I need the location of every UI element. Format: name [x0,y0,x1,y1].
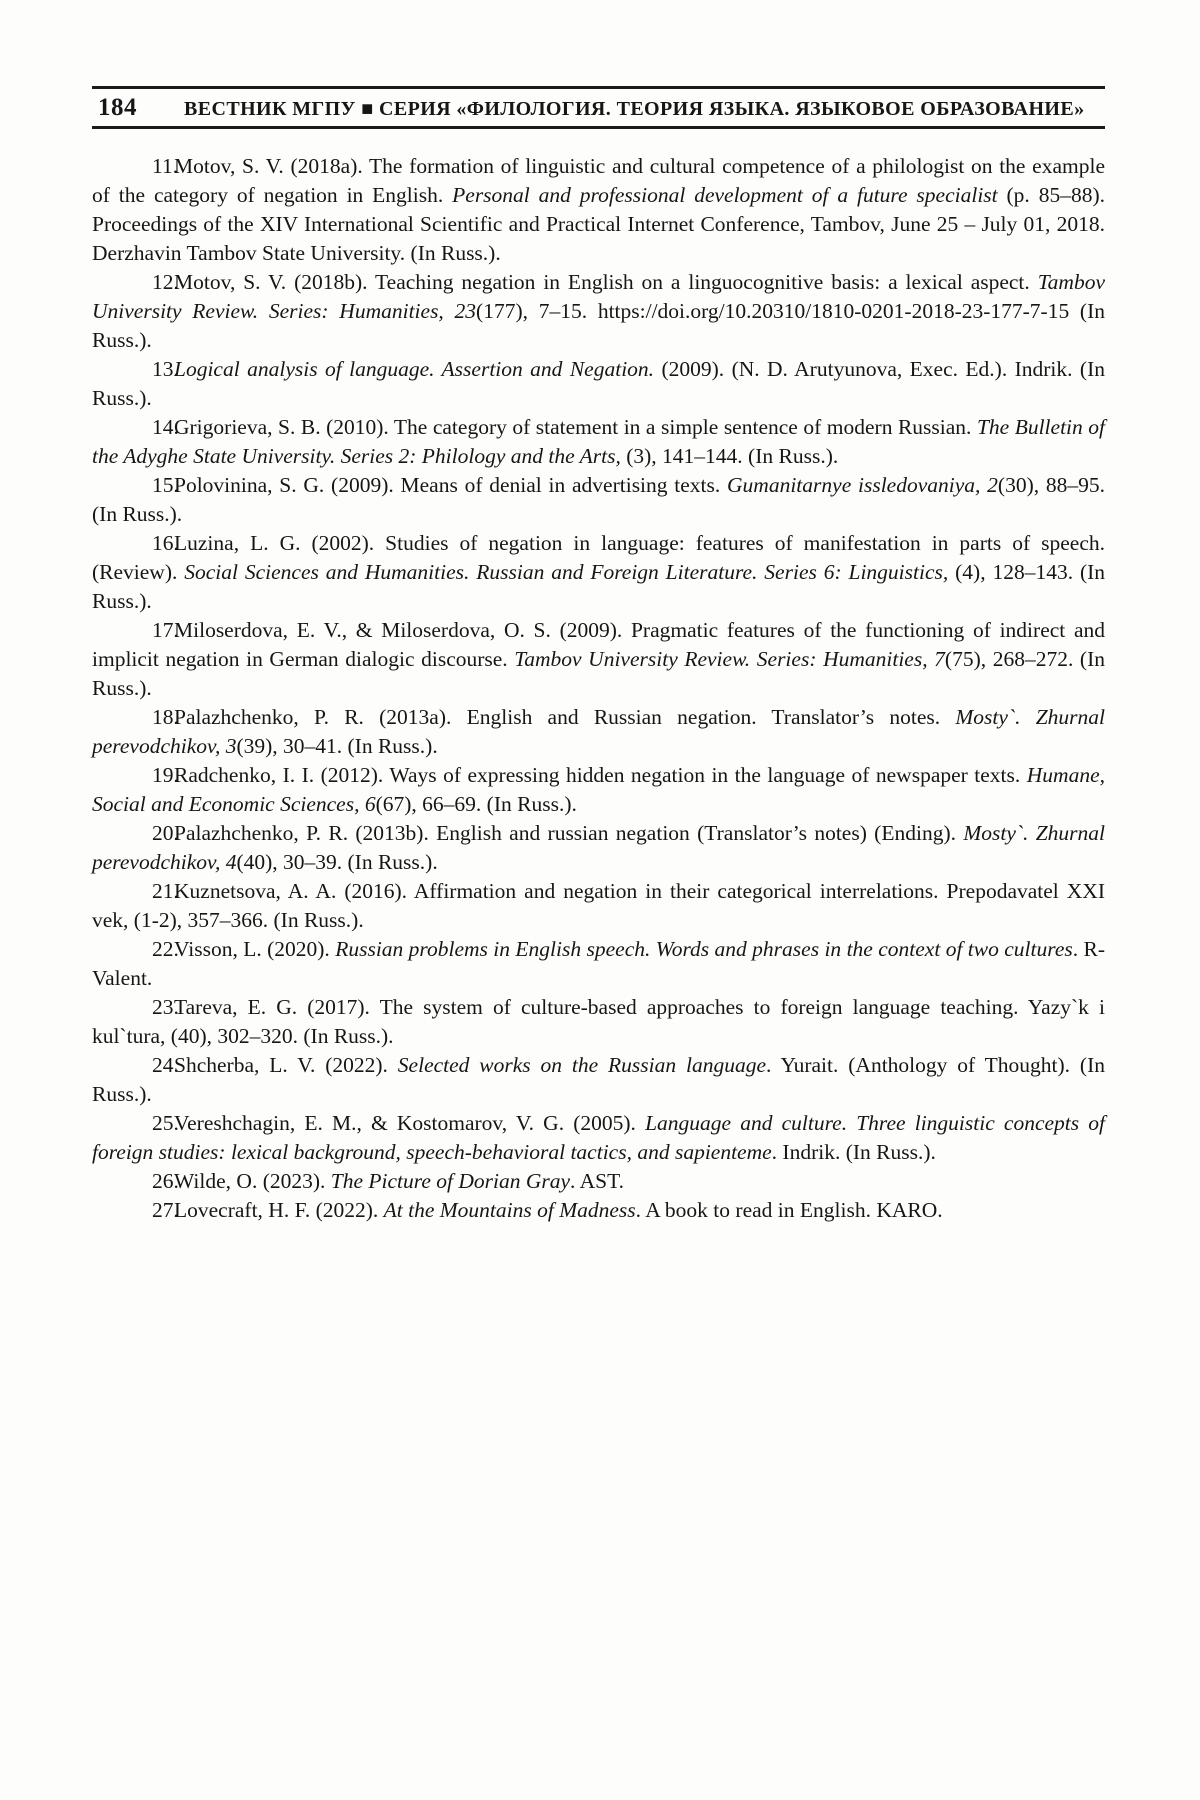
reference-segment: Vereshchagin, E. M., & Kostomarov, V. G. (2005). [174,1111,646,1135]
reference-segment: (p. 85–88). Proceedings of the XIV International Scientific and Practical Internet Conference, Tambov, June 25 – July 01, 2018. Derzhavin Tambov State University. (In Russ.). [92,183,1105,265]
reference-entry [92,529,1105,616]
reference-number: 26. [152,1169,179,1193]
reference-number: 20. [152,821,179,845]
reference-number: 25. [152,1111,179,1135]
reference-entry [92,268,1105,355]
reference-segment: Lovecraft, H. F. (2022). [174,1198,384,1222]
reference-number: 17. [152,618,179,642]
reference-segment: Kuznetsova, A. A. (2016). Affirmation and negation in their categorical interrelations. Prepodavatel XXI vek, (1-2), 357–366. (In Russ.). [92,879,1105,932]
running-head [92,89,1105,126]
reference-number: 11. [152,154,179,178]
reference-segment: . Indrik. (In Russ.). [771,1140,936,1164]
reference-segment: (39), 30–41. (In Russ.). [236,734,438,758]
reference-segment-italic: Social Sciences and Humanities. Russian and Foreign Literature. Series 6: Linguistics, [184,560,949,584]
reference-entry [92,761,1105,819]
reference-segment: Wilde, O. (2023). [174,1169,331,1193]
reference-entry [92,877,1105,935]
reference-segment-italic: The Picture of Dorian Gray [330,1169,571,1193]
reference-segment-italic: Tambov University Review. Series: Humanities, 7 [514,647,945,671]
reference-segment-italic: The Bulletin of the Adyghe State University. Series 2: Philology and the Arts, [92,415,1106,468]
reference-entry [92,1109,1105,1167]
reference-segment: Grigorieva, S. B. (2010). The category of statement in a simple sentence of modern Russian. [174,415,977,439]
header-bottom-rule [92,126,1105,129]
reference-segment: Palazhchenko, P. R. (2013a). English and Russian negation. Translator’s notes. [174,705,956,729]
reference-number: 24. [152,1053,179,1077]
reference-segment: (30), 88–95. (In Russ.). [92,473,1105,526]
reference-segment-italic: Mosty`. Zhurnal perevodchikov, 4 [92,821,1106,874]
reference-segment: Shcherba, L. V. (2022). [174,1053,398,1077]
reference-number: 19. [152,763,179,787]
reference-number: 22. [152,937,179,961]
reference-entry [92,413,1105,471]
reference-segment: Polovinina, S. G. (2009). Means of denial in advertising texts. [174,473,728,497]
reference-segment: Palazhchenko, P. R. (2013b). English and russian negation (Translator’s notes) (Ending). [174,821,964,845]
reference-number: 27. [152,1198,179,1222]
reference-segment: (4), 128–143. (In Russ.). [92,560,1106,613]
reference-segment: Radchenko, I. I. (2012). Ways of expressing hidden negation in the language of newspaper texts. [174,763,1027,787]
reference-segment: (75), 268–272. (In Russ.). [92,647,1105,700]
reference-entry [92,1196,1105,1225]
page-header [92,86,1105,129]
reference-entry [92,1051,1105,1109]
reference-segment-italic: Language and culture. Three linguistic concepts of foreign studies: lexical background, speech-behavioral tactics, and sapienteme [92,1111,1105,1164]
reference-segment: Motov, S. V. (2018b). Teaching negation in English on a linguocognitive basis: a lexical aspect. [174,270,1038,294]
reference-segment: (40), 30–39. (In Russ.). [236,850,438,874]
reference-segment-italic: At the Mountains of Madness [383,1198,636,1222]
reference-segment: Luzina, L. G. (2002). Studies of negation in language: features of manifestation in parts of speech. (Review). [92,531,1105,584]
reference-segment: (177), 7–15. https://doi.org/10.20310/1810-0201-2018-23-177-7-15 (In Russ.). [92,299,1106,352]
journal-title: ВЕСТНИК МГПУ ■ СЕРИЯ «ФИЛОЛОГИЯ. ТЕОРИЯ ЯЗЫКА. ЯЗЫКОВОЕ ОБРАЗОВАНИЕ» [184,98,1085,120]
reference-number: 14. [152,415,179,439]
reference-segment: . AST. [570,1169,625,1193]
reference-segment-italic: Mosty`. Zhurnal perevodchikov, 3 [92,705,1106,758]
reference-entry [92,993,1105,1051]
reference-segment: Visson, L. (2020). [174,937,336,961]
reference-number: 15. [152,473,179,497]
reference-number: 13. [152,357,179,381]
reference-segment-italic: Tambov University Review. Series: Humanities, 23 [92,270,1105,323]
page-number: 184 [98,94,137,121]
reference-segment: Miloserdova, E. V., & Miloserdova, O. S. (2009). Pragmatic features of the functioning of indirect and implicit negation in German dialogic discourse. [92,618,1105,671]
reference-segment: . R-Valent. [92,937,1105,990]
reference-entry [92,471,1105,529]
reference-number: 18. [152,705,179,729]
reference-entry [92,355,1105,413]
reference-number: 23. [152,995,179,1019]
reference-number: 16. [152,531,179,555]
reference-segment: Tareva, E. G. (2017). The system of culture-based approaches to foreign language teaching. Yazy`k i kul`tura, (40), 302–320. (In Russ.). [92,995,1105,1048]
reference-segment-italic: Logical analysis of language. Assertion and Negation. [174,357,655,381]
reference-segment: Motov, S. V. (2018a). The formation of linguistic and cultural competence of a philologist on the example of the category of negation in English. [92,154,1105,207]
reference-segment-italic: Selected works on the Russian language [397,1053,767,1077]
reference-segment-italic: Russian problems in English speech. Words and phrases in the context of two cultures [335,937,1073,961]
reference-segment-italic: Humane, Social and Economic Sciences, 6 [92,763,1105,816]
reference-segment: (67), 66–69. (In Russ.). [375,792,577,816]
reference-segment: . Yurait. (Anthology of Thought). (In Russ.). [92,1053,1105,1106]
reference-entry [92,935,1105,993]
reference-number: 12. [152,270,179,294]
reference-entry [92,152,1105,268]
reference-segment: . A book to read in English. KARO. [635,1198,943,1222]
reference-number: 21. [152,879,179,903]
reference-entry [92,1167,1105,1196]
reference-segment-italic: Gumanitarnye issledovaniya, 2 [727,473,998,497]
reference-segment: (3), 141–144. (In Russ.). [620,444,839,468]
reference-segment-italic: Personal and professional development of a future specialist [452,183,998,207]
reference-segment: (2009). (N. D. Arutyunova, Exec. Ed.). Indrik. (In Russ.). [92,357,1106,410]
reference-entry [92,616,1105,703]
references-list [92,152,1105,1225]
reference-entry [92,703,1105,761]
reference-entry [92,819,1105,877]
